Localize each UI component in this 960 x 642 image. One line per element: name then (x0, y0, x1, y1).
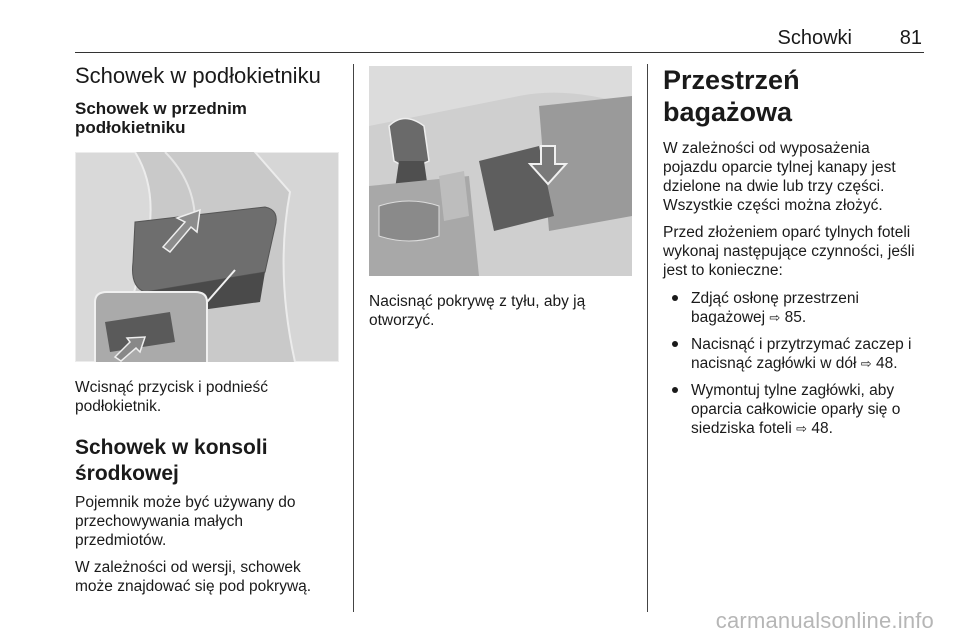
bullet-dot (672, 387, 678, 393)
armrest-drawing (75, 152, 339, 362)
console-drawing (369, 66, 632, 276)
armrest-caption: Wcisnąć przycisk i podnieść podłokietnik. (75, 379, 268, 415)
list-item-text: Wymontuj tylne zagłówki, aby oparcia całkowicie oparły się o siedziska foteli (691, 382, 901, 437)
page-number: 81 (899, 27, 922, 49)
right-column (663, 64, 928, 446)
page-ref-icon: ⇨ (860, 356, 872, 371)
luggage-paragraph-2: Przed złożeniem oparć tylnych foteli wykonaj następujące czynności, jeśli jest to konieczne: (663, 224, 915, 279)
console-paragraph-2: W zależności od wersji, schowek może znajdować się pod pokrywą. (75, 559, 312, 595)
console-lid-caption: Nacisnąć pokrywę z tyłu, aby ją otworzyć. (369, 293, 586, 329)
list-item-text: Nacisnąć i przytrzymać zaczep i nacisnąć zagłówki w dół (691, 336, 912, 372)
middle-column (369, 292, 634, 330)
bullet-dot (672, 295, 678, 301)
page-ref[interactable]: 85. (784, 309, 807, 326)
luggage-heading: Przestrzeń bagażowa (663, 65, 800, 127)
page-ref[interactable]: 48. (875, 355, 898, 372)
luggage-paragraph-1: W zależności od wyposażenia pojazdu oparcie tylnej kanapy jest dzielone na dwie lub trzy części. Wszystkie części można złożyć. (663, 140, 896, 214)
list-item-text: Zdjąć osłonę przestrzeni bagażowej (691, 290, 859, 326)
list-item (663, 335, 928, 373)
watermark: carmanualsonline.info (715, 608, 934, 633)
console-paragraph-1: Pojemnik może być używany do przechowywania małych przedmiotów. (75, 494, 296, 549)
bullet-dot (672, 341, 678, 347)
list-item (663, 289, 928, 327)
page-ref-icon: ⇨ (769, 310, 781, 325)
left-column (75, 62, 345, 137)
subsection-heading: Schowek w przednim podłokietniku (75, 99, 247, 137)
column-divider-2 (647, 64, 648, 612)
console-lid-illustration (369, 66, 632, 276)
preparation-list (663, 289, 928, 438)
running-header-title: Schowki (777, 27, 852, 49)
page-ref-icon: ⇨ (796, 421, 808, 436)
armrest-illustration (75, 152, 339, 362)
column-divider-1 (353, 64, 354, 612)
section-heading: Schowek w podłokietniku (75, 63, 321, 88)
console-heading: Schowek w konsoli środkowej (75, 436, 268, 485)
left-column-lower (75, 378, 345, 596)
page-ref[interactable]: 48. (811, 420, 833, 437)
header-divider (75, 52, 924, 53)
list-item (663, 381, 928, 438)
